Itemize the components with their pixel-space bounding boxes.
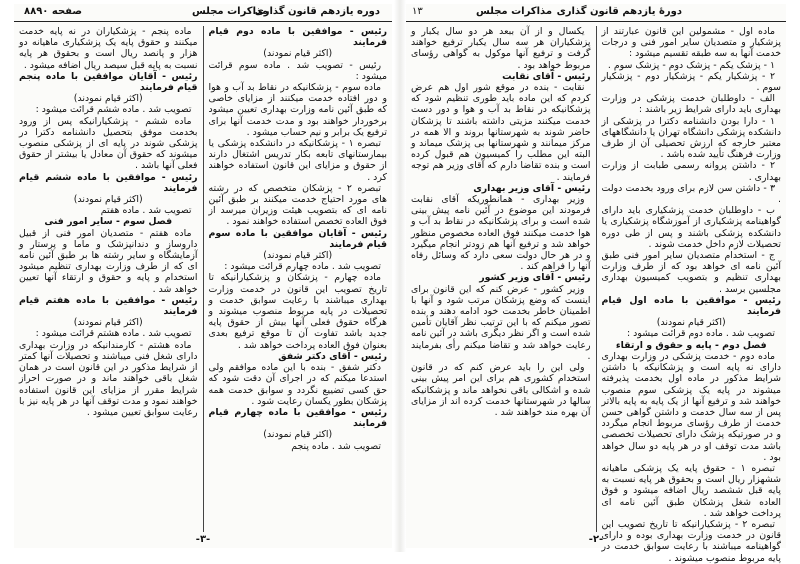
paragraph: ماده هشتم - کارمندانیکه در وزارت بهداری دارای شغل فنی میباشند و تحصیلات آنها کمتر از شرایط مذکور در این قانون است در همان شغل باقی خواهند ماند و در صورت احراز شرایط مقرر از مزایای این قانون استفاده خواهند نمود و مدت توقف آنها در هر پایه نیز با رعایت سوابق تعیین میشود .: [19, 339, 198, 418]
paragraph: ماده هفتم - متصدیان امور فنی از قبیل داروساز و دندانپزشک و ماما و پرستار و آزمایشگاه و سایر رشته ها بر طبق آئین نامه ای که از طرف وزارت بهداری تنظیم میشود استخدام و پایه و حقوق و ارتقاء آنها تعیین خواهد شد .: [19, 227, 198, 295]
paragraph: ب - داوطلبان خدمت پزشکیاری باید دارای گواهینامه پزشکیاری از آموزشگاه پزشکیاری یا دانشکده پزشکی باشند و پس از طی دوره تحصیلات لازم داخل خدمت شوند .: [601, 205, 781, 250]
paragraph: دکتر شفق - بنده با این ماده موافقم ولی استدعا میکنم که در اجرای آن دقت شود که حق کسی تضییع نگردد و سوابق خدمت همه پزشکان بطور یکسان رعایت شود .: [208, 362, 387, 407]
publication-title: مذاکرات مجلس: [192, 6, 269, 17]
paragraph: تبصره ۲ - پزشکان متخصص که در رشته های مورد احتیاج خدمت میکنند بر طبق آئین نامه ای که بتصویب هیئت وزیران میرسد از فوق العاده تخصص استفاده خواهند نمود .: [208, 182, 387, 228]
speaker-line: رئیس - آقای دکتر شفق: [278, 350, 387, 362]
paragraph: ماده اول - مشمولین این قانون عبارتند از پزشکیار و متصدیان سایر امور فنی و درجات خدمت آنها به سه طبقه تقسیم میشود :: [601, 26, 781, 60]
paragraph: ۲ - داشتن پروانه رسمی طبابت از وزارت بهداری .: [601, 160, 781, 183]
section-heading: فصل دوم - پایه و حقوق و ارتقاء: [615, 339, 767, 351]
paragraph: وزیر بهداری - همانطوریکه آقای نقابت فرمودند این موضوع در آئین نامه پیش بینی شده است و برای پزشکانیکه در نقاط بد آب و هوا خدمت میکنند فوق العاده مخصوص منظور خواهد شد و ترفیع آنها هم زودتر انجام میگیرد و در هر حال دولت سعی دارد که وسائل رفاه آنها را فراهم کند .: [411, 194, 591, 273]
paragraph: ۱ - دارا بودن دانشنامه دکترا در پزشکی از دانشکده پزشکی دانشگاه تهران یا دانشگاههای معتبر خارجه که ارزش تحصیلی آن از طرف وزارت فرهنگ تأیید شده باشد .: [601, 115, 781, 161]
vote-note: (اکثر قیام نمودند): [263, 48, 333, 60]
paragraph: تبصره ۱ - پزشکانیکه در دانشکده پزشکی یا بیمارستانهای تابعه بکار تدریس اشتغال دارند از حقوق و مزایای این قانون استفاده خواهند کرد .: [208, 138, 387, 183]
vote-note: (اکثر قیام نمودند): [73, 93, 143, 105]
vote-note: (اکثر قیام نمودند): [263, 429, 333, 441]
vote-note: (اکثر قیام نمودند): [263, 250, 333, 262]
paragraph: ولی این را باید عرض کنم که در قانون استخدام کشوری هم برای این امر پیش بینی شده و اشکالی باقی نخواهد ماند و پزشکانیکه سالها در شهرستانها خدمت کرده اند از مزایای آن بهره مند خواهند شد .: [411, 362, 591, 418]
left-page: [14, 4, 392, 548]
paragraph: ۱ - پزشک یکم - پزشک دوم - پزشک سوم .: [607, 59, 775, 71]
paragraph: نقابت - بنده در موقع شور اول هم عرض کردم که این ماده باید طوری تنظیم شود که پزشکانیکه در نقاط بد آب و هوا و دور دست خدمت میکنند مزیتی داشته باشند تا پزشکان حاضر شوند به شهرستانها بروند و الا همه در مرکز میمانند و شهرستانها بی پزشک میماند و البته این مطلب را کمیسیون هم قبول کرده است و بنده تقاضا دارم که آقای وزیر هم توجه فرمایند .: [411, 82, 591, 183]
paragraph: ماده ششم - پزشکیارانیکه پس از ورود بخدمت موفق بتحصیل دانشنامه دکترا در پزشکی شوند در پایه ای از پزشکی منصوب میشوند که حقوق آن معادل یا بیشتر از حقوق فعلی آنها باشد .: [19, 115, 198, 172]
speaker-line: رئیس - آقای وزیر کشور: [479, 272, 591, 284]
paragraph: تصویب شد . ماده چهارم قرائت میشود :: [224, 261, 381, 273]
vote-note: (اکثر قیام نمودند): [656, 317, 726, 329]
session-label: دوره یازدهم قانون گذاری: [254, 6, 380, 17]
paragraph: الف - داوطلبان خدمت پزشکی در وزارت بهداری باید دارای شرایط زیر باشند :: [601, 93, 781, 116]
paragraph: ۲ - پزشکیار یکم - پزشکیار دوم - پزشکیار سوم .: [601, 70, 781, 94]
speaker-line: رئیس - موافقین با ماده هفتم قیام فرمایند: [19, 294, 198, 318]
paragraph: تصویب شد . ماده ششم قرائت میشود :: [35, 104, 192, 116]
speaker-line: رئیس - آقایان موافقین با ماده پنجم قیام فرمایند: [19, 70, 198, 94]
speaker-line: رئیس - آقای نقابت: [502, 70, 591, 82]
paragraph: تصویب شد . ماده هفتم: [100, 205, 192, 217]
section-heading: فصل سوم - سایر امور فنی: [44, 216, 173, 228]
page-reference: صفحه ۸۸۹۰: [24, 6, 83, 17]
book-gutter: [394, 0, 406, 552]
publication-title: مذاکرات مجلس: [476, 6, 553, 17]
text-columns: [406, 26, 786, 564]
page-header: [406, 4, 786, 22]
vote-note: (اکثر قیام نمودند): [73, 194, 143, 206]
speaker-line: رئیس - موافقین با ماده دوم قیام فرمایند: [208, 26, 387, 49]
paragraph: تصویب شد . ماده دوم قرائت میشود :: [627, 328, 775, 340]
paragraph: تبصره ۲ - پزشکیارانیکه تا تاریخ تصویب این قانون در خدمت وزارت بهداری بوده و دارای گواهینامه میباشند با رعایت سوابق خدمت در پایه مربوط منصوب میشوند .: [601, 518, 781, 564]
page-number: -۲-: [588, 534, 604, 545]
paragraph: تبصره ۱ - حقوق پایه یک پزشکی ماهیانه ششهزار ریال است و بحقوق هر پایه نسبت به پایه قبل ششصد ریال اضافه میشود و فوق العاده شغل پزشکان طبق آئین نامه ای پرداخت خواهد شد .: [601, 462, 781, 519]
page-number: -۳-: [195, 534, 211, 545]
paragraph: یکسال و از آن ببعد هر دو سال یکبار و پزشکیاران هر سه سال یکبار ترفیع خواهند گرفت و ترفیع آنها موکول به گواهی رؤسای مربوط خواهد بود .: [411, 26, 591, 71]
text-column-right: [203, 26, 393, 532]
text-columns: [14, 26, 392, 532]
paragraph: ۳ - داشتن سن لازم برای ورود بخدمت دولت .: [601, 182, 781, 206]
paragraph: ماده سوم - پزشکانیکه در نقاط بد آب و هوا و دور افتاده خدمت میکنند از مزایای خاصی که طبق آئین نامه وزارت بهداری تعیین میشود برخوردار خواهند بود و مدت خدمت آنها برای ترفیع یک برابر و نیم حساب میشود .: [208, 82, 387, 138]
paragraph: ماده چهارم - پزشکان و پزشکیارانیکه تا تاریخ تصویب این قانون در خدمت وزارت بهداری میباشند با رعایت سوابق خدمت و تحصیلات در پایه مربوط منصوب میشوند و هرگاه حقوق فعلی آنها بیش از حقوق پایه جدید باشد تفاوت آن تا موقع ترفیع بعدی بعنوان فوق العاده پرداخت خواهد شد .: [208, 272, 387, 351]
text-column-left: [406, 26, 596, 532]
vote-note: (اکثر قیام نمودند): [73, 317, 143, 329]
speaker-line: رئیس - آقای وزیر بهداری: [473, 182, 591, 194]
paragraph: ماده دوم - خدمت پزشکی در وزارت بهداری دارای نه پایه است و پزشکانیکه با داشتن شرایط مذکور در ماده اول بخدمت پذیرفته میشوند در پایه یک پزشکی سوم منصوب خواهند شد و ترفیع آنها از یک پایه به پایه بالاتر پس از سه سال خدمت و داشتن گواهی حسن خدمت از طرف رؤسای مربوط انجام میگردد و در صورتیکه پزشک دارای تحصیلات تخصصی باشد مدت توقف او در هر پایه دو سال خواهد بود .: [601, 350, 781, 463]
session-label: دورهٔ یازدهم قانون گذاری: [556, 6, 682, 17]
paragraph: ج - استخدام متصدیان سایر امور فنی طبق آئین نامه ای خواهد بود که از طرف وزارت بهداری تنظیم و بتصویب کمیسیون بهداری مجلسین برسد .: [601, 250, 781, 295]
paragraph: تصویب شد . ماده پنجم: [291, 440, 381, 452]
speaker-line: رئیس - موافقین با ماده اول قیام فرمایند: [601, 294, 781, 318]
text-column-left: [14, 26, 203, 532]
speaker-line: رئیس - موافقین با ماده ششم قیام فرمایند: [19, 171, 198, 194]
paragraph: ماده پنجم - پزشکیاران در نه پایه خدمت میکنند و حقوق پایه یک پزشکیاری ماهیانه دو هزار و پانصد ریال است و بحقوق هر پایه نسبت به پایه قبل سیصد ریال اضافه میشود .: [19, 26, 198, 71]
page-reference: ۱۳: [412, 6, 423, 17]
speaker-line: رئیس - آقایان موافقین با ماده سوم قیام فرمایند: [208, 227, 387, 250]
paragraph: رئیس - تصویب شد . ماده سوم قرائت میشود :: [208, 59, 387, 82]
page-header: [14, 4, 392, 22]
speaker-line: رئیس - موافقین با ماده چهارم قیام فرمایند: [208, 406, 387, 430]
right-page: [406, 4, 786, 564]
paragraph: وزیر کشور - عرض کنم که این قانون برای اینست که وضع پزشکان مرتب شود و آنها با اطمینان خاطر بخدمت خود ادامه دهند و بنده تصور میکنم که با این ترتیب نظر آقایان تأمین شده است و اگر نظر دیگری باشد در آئین نامه رعایت خواهد شد و تقاضا میکنم رأی بفرمایند .: [411, 283, 591, 362]
paragraph: تصویب شد . ماده هشتم قرائت میشود :: [35, 328, 192, 340]
text-column-right: [596, 26, 787, 564]
